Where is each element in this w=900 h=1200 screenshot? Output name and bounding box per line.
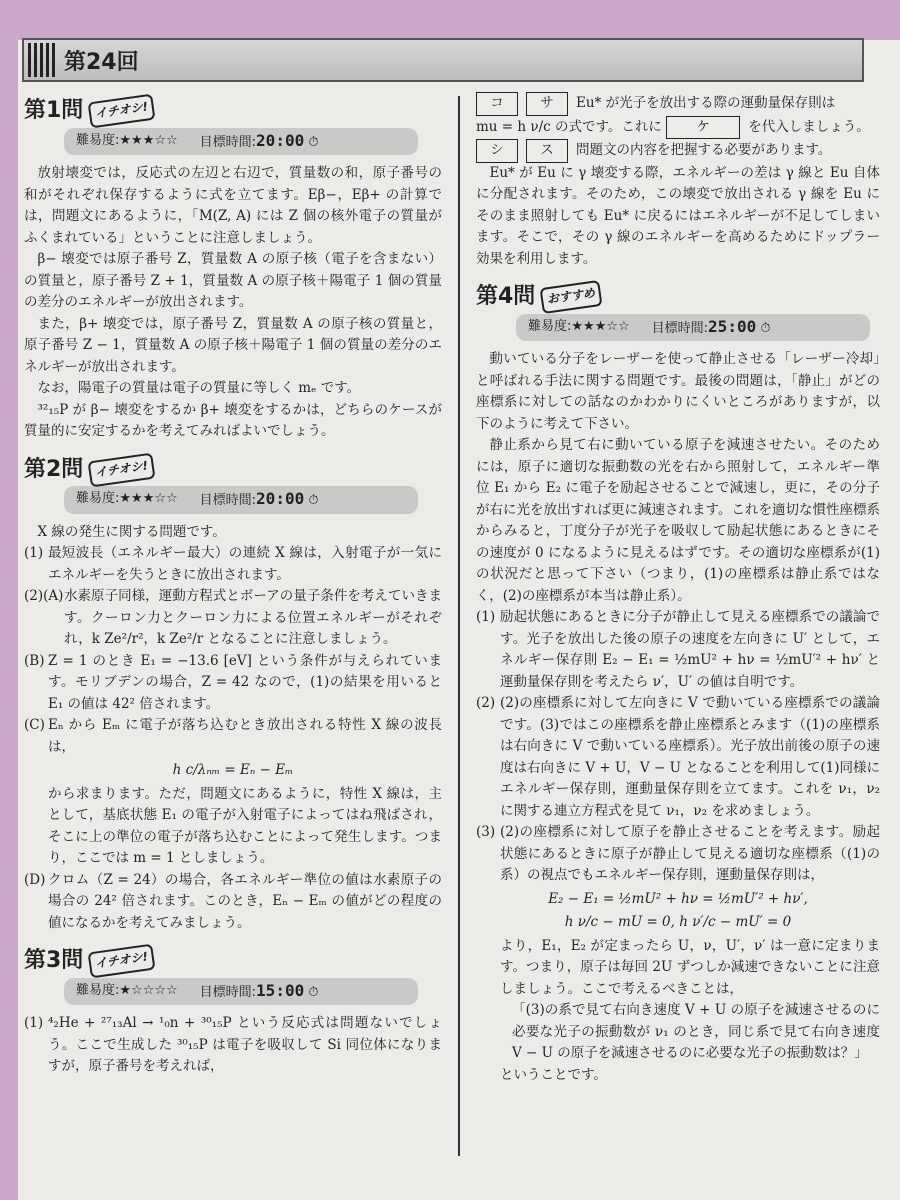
banner-bars — [28, 43, 56, 77]
q4-meta — [516, 314, 870, 342]
q4-paragraph: 静止系から見て右に動いている原子を減速させたい。そのためには，原子に適切な振動数の光を右から照射して，エネルギー準位 E₁ から E₂ に電子を励起させることで減速し，更に，その分子が右に光を放出すれば更に減速されます。これを適切な慣性座標系からみると，丁度分子が光子を吸収して励起状態にあるときにその速度が 0 になるように見えるはずです。その適切な座標系が(1)の状況だと思って下さい（つまり，(1)の座標系は静止系ではなく，(2)の座標系が本当は静止系）。 — [476, 437, 880, 604]
q1-difficulty: 難易度:★★★☆☆ — [76, 132, 178, 148]
q2-item — [24, 543, 442, 586]
item-label: (1) — [476, 609, 496, 625]
answer-line — [476, 92, 880, 116]
q2-difficulty: 難易度:★★★☆☆ — [76, 491, 178, 506]
text-line: mu = h ν/c の式です。これに — [476, 118, 662, 135]
item-label: (C) — [24, 717, 45, 733]
item-text: 最短波長（エネルギー最大）の連続 X 線は，入射電子が一気にエネルギーを失うときに放出されます。 — [48, 545, 442, 583]
item-text: (2)の座標系に対して左向きに V で動いている座標系での議論です。(3)ではこの座標系を静止座標系とみます（(1)の座標系は右向きに V で動いている座標系）。光子放出前後の原子の速度は右向きに V + U，V − U となることを利用して(1)同様にエネルギー保存則，運動量保存則を立てます。これを ν₁，ν₂ に関する連立方程式を見て ν₁，ν₂ を求めましょう。 — [500, 695, 880, 819]
section-banner — [22, 38, 864, 82]
item-text: クロム（Z = 24）の場合，各エネルギー準位の値は水素原子の場合の 24² 倍されます。このとき，Eₙ − Eₘ の値がどの程度の値になるかを考えてみましょう。 — [48, 871, 442, 931]
item-label: (B) — [24, 652, 45, 669]
q2-item — [24, 870, 442, 935]
q3-heading — [24, 948, 442, 974]
item-text: Z = 1 のとき E₁ = −13.6 [eV] という条件が与えられています。モリブデンの場合，Z = 42 なので，(1)の結果を用いると E₁ の値は 42² 倍されます。 — [48, 652, 442, 712]
q3-title: 第3問 — [24, 948, 84, 973]
item-label: (D) — [24, 871, 46, 888]
column-divider — [458, 96, 460, 1156]
recommend-stamp-icon: イチオシ! — [88, 452, 156, 486]
q1-paragraph: 放射壊変では，反応式の左辺と右辺で，質量数の和，原子番号の和がそれぞれ保存するように式を立てます。Eβ−，Eβ+ の計算では，問題文にあるように，「M(Z, A) には Z 個の核外電子の質量がふくまれている」ということに注意しましょう。 — [24, 165, 442, 246]
q1-paragraph: ³²₁₅P が β− 壊変をするか β+ 壊変をするかは，どちらのケースが質量的に安定するかを考えてみればよいでしょう。 — [24, 401, 442, 439]
answer-line — [476, 116, 880, 140]
item-text: 励起状態にあるときに分子が静止して見える座標系での議論です。光子を放出した後の原子の速度を左向きに U′ として，エネルギー保存則 E₂ − E₁ = ½mU² + hν = ½mU′² + hν′ と運動量保存則を考えたら ν′，U′ の値は自明です。 — [500, 609, 880, 690]
q2-title: 第2問 — [24, 456, 84, 482]
timer-icon: ⏱ — [308, 493, 319, 508]
q1-meta — [64, 128, 418, 156]
recommend-stamp-icon: イチオシ! — [88, 94, 156, 128]
timer-icon: ⏱ — [308, 134, 319, 150]
q3-time-label: 目標時間: — [199, 984, 257, 1000]
q1-time: 20:00 — [256, 130, 305, 150]
answer-box: コ — [476, 92, 518, 116]
left-column — [24, 92, 442, 1078]
q4-item — [476, 822, 880, 887]
q4-time: 25:00 — [708, 316, 757, 336]
answer-line — [476, 139, 880, 163]
item-label: (1) — [24, 1015, 44, 1031]
eu-paragraph: Eu* が Eu に γ 壊変する際，エネルギーの差は γ 線と Eu 自体に分配されます。そのため，この壊変で放出される γ 線を Eu にそのまま照射しても Eu* に戻るにはエネルギーが不足してしまいます。そこで，その γ 線のエネルギーを高めるためにドップラー効果を利用します。 — [476, 164, 880, 267]
q1-title: 第1問 — [24, 98, 84, 123]
text-line: 問題文の内容を把握する必要があります。 — [576, 142, 832, 158]
q3-meta — [64, 978, 418, 1006]
item-text: Eₙ から Eₘ に電子が落ち込むとき放出される特性 X 線の波長は， — [48, 717, 442, 755]
q1-paragraph: β− 壊変では原子番号 Z，質量数 A の原子核（電子を含まない）の質量と，原子番号 Z + 1，質量数 A の原子核＋陽電子 1 個の質量の差分のエネルギーが放出されます。 — [24, 251, 442, 310]
q4-end: ということです。 — [500, 1066, 607, 1083]
q4-title: 第4問 — [476, 284, 536, 309]
q2-meta — [64, 486, 418, 514]
right-column — [476, 92, 880, 1086]
q1-paragraph: なお，陽電子の質量は電子の質量に等しく mₑ です。 — [37, 380, 361, 396]
timer-icon: ⏱ — [308, 984, 319, 1000]
timer-icon: ⏱ — [760, 320, 771, 336]
q4-formula: E₂ − E₁ = ½mU² + hν = ½mU′² + hν′, — [548, 890, 808, 907]
q2-item — [24, 586, 442, 651]
answer-box: シ — [476, 139, 518, 163]
q2-item — [24, 715, 442, 758]
q4-difficulty: 難易度:★★★☆☆ — [528, 318, 630, 334]
text-line: を代入しましょう。 — [748, 118, 870, 135]
item-label: (1) — [24, 545, 44, 561]
q4-paragraph: 動いている分子をレーザーを使って静止させる「レーザー冷却」と呼ばれる手法に関する問題です。最後の問題は，「静止」がどの座標系に対しての話なのかわかりにくいところがありますが，以下のように考えて下さい。 — [476, 351, 880, 432]
q1-heading — [24, 98, 442, 124]
recommend-stamp-icon: おすすめ — [540, 280, 603, 314]
q3-time: 15:00 — [256, 980, 305, 1000]
q2-after-formula: から求まります。ただ，問題文にあるように，特性 X 線は，主として，基底状態 E₁ の電子が入射電子によってはね飛ばされ，そこに上の準位の電子が落ち込むことによって発生します。つまり，ここでは m = 1 としましょう。 — [48, 785, 442, 866]
q2-intro: X 線の発生に関する問題です。 — [37, 523, 226, 540]
q1-paragraph: また，β+ 壊変では，原子番号 Z，質量数 A の原子核の質量と，原子番号 Z − 1，質量数 A の原子核＋陽電子 1 個の質量の差分のエネルギーが放出されます。 — [24, 315, 442, 375]
q2-time-label: 目標時間: — [199, 493, 257, 508]
q2-item — [24, 651, 442, 716]
q1-time-label: 目標時間: — [199, 134, 257, 150]
q2-heading — [24, 457, 442, 483]
q4-item — [476, 607, 880, 693]
q4-item — [476, 693, 880, 822]
q4-time-label: 目標時間: — [651, 320, 709, 336]
q4-heading — [476, 284, 880, 310]
item-label: (3) — [476, 824, 496, 840]
recommend-stamp-icon: イチオシ! — [88, 944, 156, 978]
q4-after: より，E₁，E₂ が定まったら U，ν，U′，ν′ は一意に定まります。つまり，原子は毎回 2U ずつしか減速できないことに注意しましょう。ここで考えるべきことは， — [500, 937, 880, 997]
item-text: ⁴₂He + ²⁷₁₃Al → ¹₀n + ³⁰₁₅P という反応式は問題ないでしょう。ここで生成した ³⁰₁₅P は電子を吸収して Si 同位体になりますが，原子番号を考えれば， — [48, 1015, 442, 1074]
q3-difficulty: 難易度:★☆☆☆☆ — [76, 982, 178, 998]
item-label: (2) — [476, 695, 496, 711]
q2-formula: h c/λₙₘ = Eₙ − Eₘ — [172, 762, 294, 778]
item-label: (2)(A) — [24, 588, 64, 604]
item-text: 水素原子同様，運動方程式とボーアの量子条件を考えていきます。クーロン力とクーロン力による位置エネルギーがそれぞれ，k Ze²/r²，k Ze²/r となることに注意しましょう。 — [64, 588, 442, 647]
answer-box: ス — [526, 139, 568, 163]
q2-time: 20:00 — [256, 489, 305, 508]
answer-box: ケ — [666, 116, 740, 140]
section-title: 第24回 — [64, 49, 139, 75]
q4-quote: 「(3)の系で見て右向き速度 V + U の原子を減速させるのに必要な光子の振動数が ν₁ のとき，同じ系で見て右向き速度 V − U の原子を減速させるのに必要な光子の振動数は？」 — [512, 1002, 880, 1061]
q4-formula: h ν/c − mU = 0, h ν′/c − mU′ = 0 — [564, 914, 792, 930]
q3-item — [24, 1013, 442, 1078]
answer-box: サ — [526, 92, 568, 116]
text-line: Eu* が光子を放出する際の運動量保存則は — [576, 95, 836, 111]
item-text: (2)の座標系に対して原子を静止させることを考えます。励起状態にあるときに原子が静止して見える適切な座標系（(1)の系）の視点でもエネルギー保存則，運動量保存則は， — [500, 824, 880, 883]
